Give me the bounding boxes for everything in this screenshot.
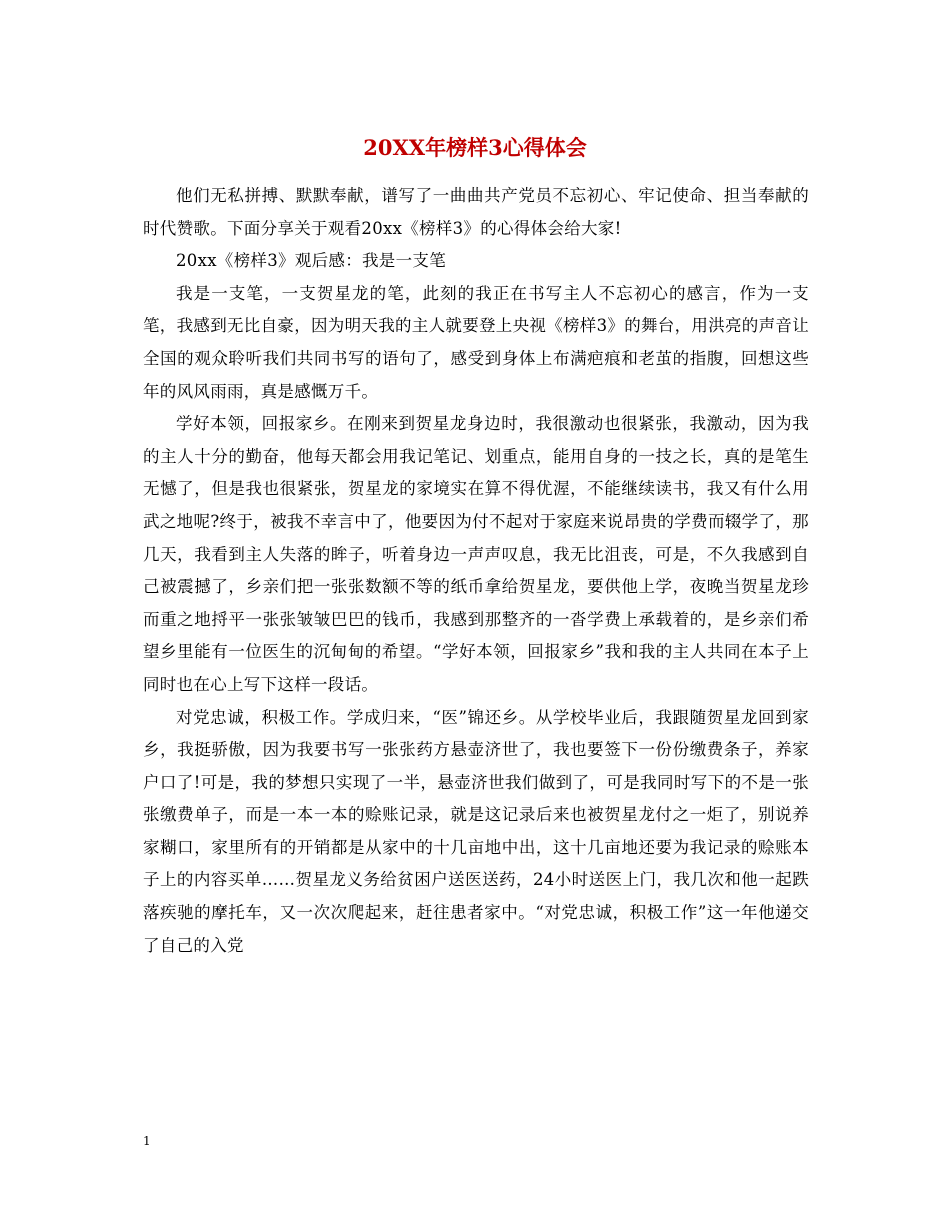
body-paragraph: 对党忠诚，积极工作。学成归来，“医”锦还乡。从学校毕业后，我跟随贺星龙回到家乡，我挺骄傲，因为我要书写一张张药方悬壶济世了，我也要签下一份份缴费条子，养家户口了!可是，我的梦想只实现了一半，悬壶济世我们做到了，可是我同时写下的不是一张张缴费单子，而是一本一本的赊账记录，就是这记录后来也被贺星龙付之一炬了，别说养家糊口，家里所有的开销都是从家中的十几亩地中出，这十几亩地还要为我记录的赊账本子上的内容买单……贺星龙义务给贫困户送医送药，24小时送医上门，我几次和他一起跌落疾驰的摩托车，又一次次爬起来，赶往患者家中。“对党忠诚，积极工作”这一年他递交了自己的入党 — [143, 707, 809, 955]
document-title: 20XX年榜样3心得体会 — [363, 135, 587, 160]
intro-paragraph: 他们无私拼搏、默默奉献，谱写了一曲曲共产党员不忘初心、牢记使命、担当奉献的时代赞歌。下面分享关于观看20xx《榜样3》的心得体会给大家! — [143, 186, 809, 238]
body-paragraph: 学好本领，回报家乡。在刚来到贺星龙身边时，我很激动也很紧张，我激动，因为我的主人十分的勤奋，他每天都会用我记笔记、划重点，能用自身的一技之长，真的是笔生无憾了，但是我也很紧张，贺星龙的家境实在算不得优渥，不能继续读书，我又有什么用武之地呢?终于，被我不幸言中了，他要因为付不起对于家庭来说昂贵的学费而辍学了，那几天，我看到主人失落的眸子，听着身边一声声叹息，我无比沮丧，可是，不久我感到自己被震撼了，乡亲们把一张张数额不等的纸币拿给贺星龙，要供他上学，夜晚当贺星龙珍而重之地捋平一张张皱皱巴巴的钱币，我感到那整齐的一沓学费上承载着的，是乡亲们希望乡里能有一位医生的沉甸甸的希望。“学好本领，回报家乡”我和我的主人共同在本子上同时也在心上写下这样一段话。 — [143, 414, 809, 694]
page-number: 1 — [143, 1134, 151, 1148]
document-body — [143, 180, 809, 962]
section-heading: 20xx《榜样3》观后感：我是一支笔 — [176, 251, 447, 271]
body-paragraph: 我是一支笔，一支贺星龙的笔，此刻的我正在书写主人不忘初心的感言，作为一支笔，我感到无比自豪，因为明天我的主人就要登上央视《榜样3》的舞台，用洪亮的声音让全国的观众聆听我们共同书写的语句了，感受到身体上布满疤痕和老茧的指腹，回想这些年的风风雨雨，真是感慨万千。 — [143, 283, 809, 401]
